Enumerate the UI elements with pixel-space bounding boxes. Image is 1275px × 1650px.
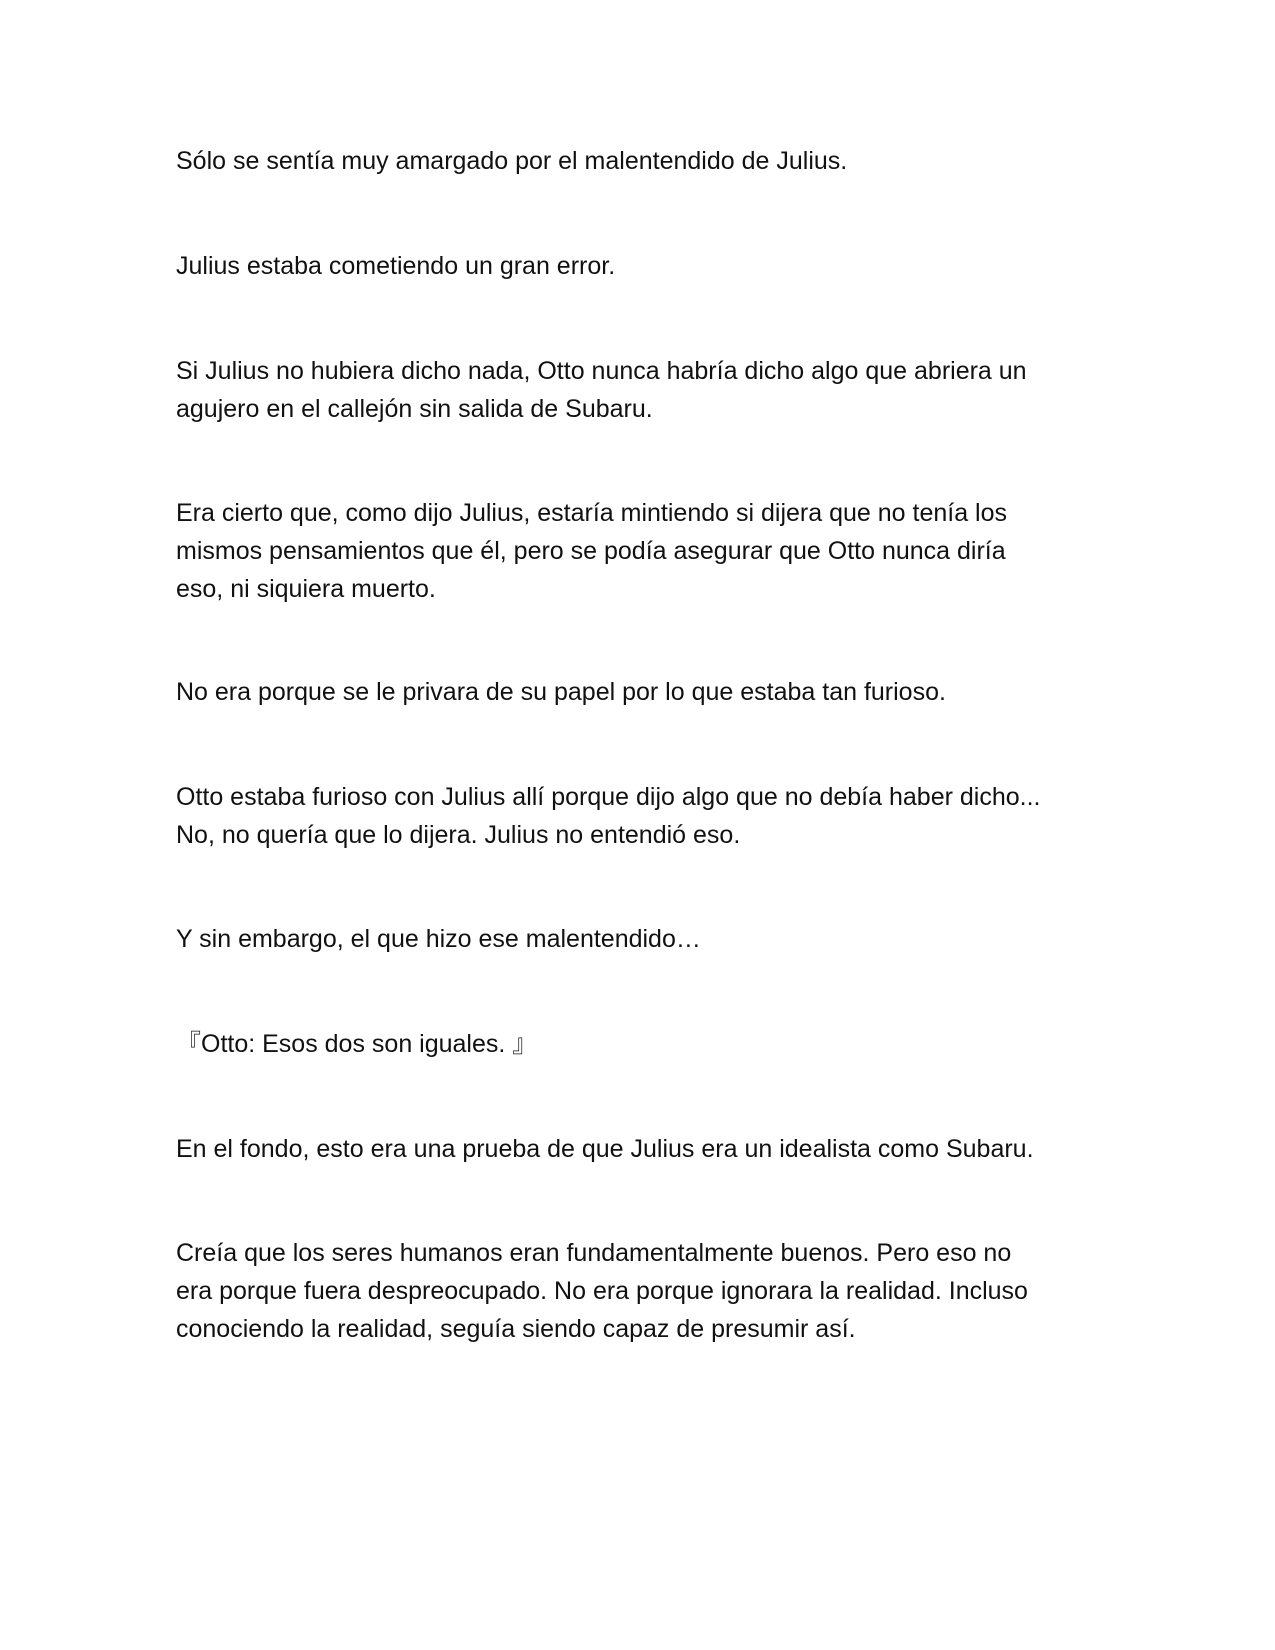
text-line: No, no quería que lo dijera. Julius no entendió eso. [176, 821, 741, 849]
paragraph-5 [176, 673, 1106, 711]
text-line: Creía que los seres humanos eran fundamentalmente buenos. Pero eso no [176, 1239, 1012, 1267]
text-line: No era porque se le privara de su papel por lo que estaba tan furioso. [176, 678, 946, 706]
text-line: mismos pensamientos que él, pero se podía asegurar que Otto nunca diría [176, 537, 1006, 565]
paragraph-4 [176, 494, 1106, 608]
text-line: Y sin embargo, el que hizo ese malentendido… [176, 925, 701, 953]
text-line: era porque fuera despreocupado. No era porque ignorara la realidad. Incluso [176, 1277, 1028, 1305]
dialogue-line: 『Otto: Esos dos son iguales. 』 [176, 1030, 538, 1058]
paragraph-9 [176, 1130, 1106, 1168]
paragraph-6 [176, 778, 1106, 854]
paragraph-8-dialogue [176, 1025, 1106, 1063]
text-line: conociendo la realidad, seguía siendo capaz de presumir así. [176, 1315, 856, 1343]
paragraph-10 [176, 1234, 1106, 1348]
text-line: Era cierto que, como dijo Julius, estaría mintiendo si dijera que no tenía los [176, 499, 1008, 527]
text-line: En el fondo, esto era una prueba de que Julius era un idealista como Subaru. [176, 1135, 1034, 1163]
text-line: Sólo se sentía muy amargado por el malentendido de Julius. [176, 147, 848, 175]
paragraph-3 [176, 352, 1106, 428]
text-line: eso, ni siquiera muerto. [176, 575, 436, 603]
paragraph-2 [176, 247, 1106, 285]
text-line: Si Julius no hubiera dicho nada, Otto nunca habría dicho algo que abriera un [176, 357, 1027, 385]
paragraph-7 [176, 920, 1106, 958]
paragraph-1 [176, 142, 1106, 180]
text-line: Otto estaba furioso con Julius allí porque dijo algo que no debía haber dicho... [176, 783, 1041, 811]
text-line: Julius estaba cometiendo un gran error. [176, 252, 616, 280]
text-line: agujero en el callejón sin salida de Subaru. [176, 395, 653, 423]
